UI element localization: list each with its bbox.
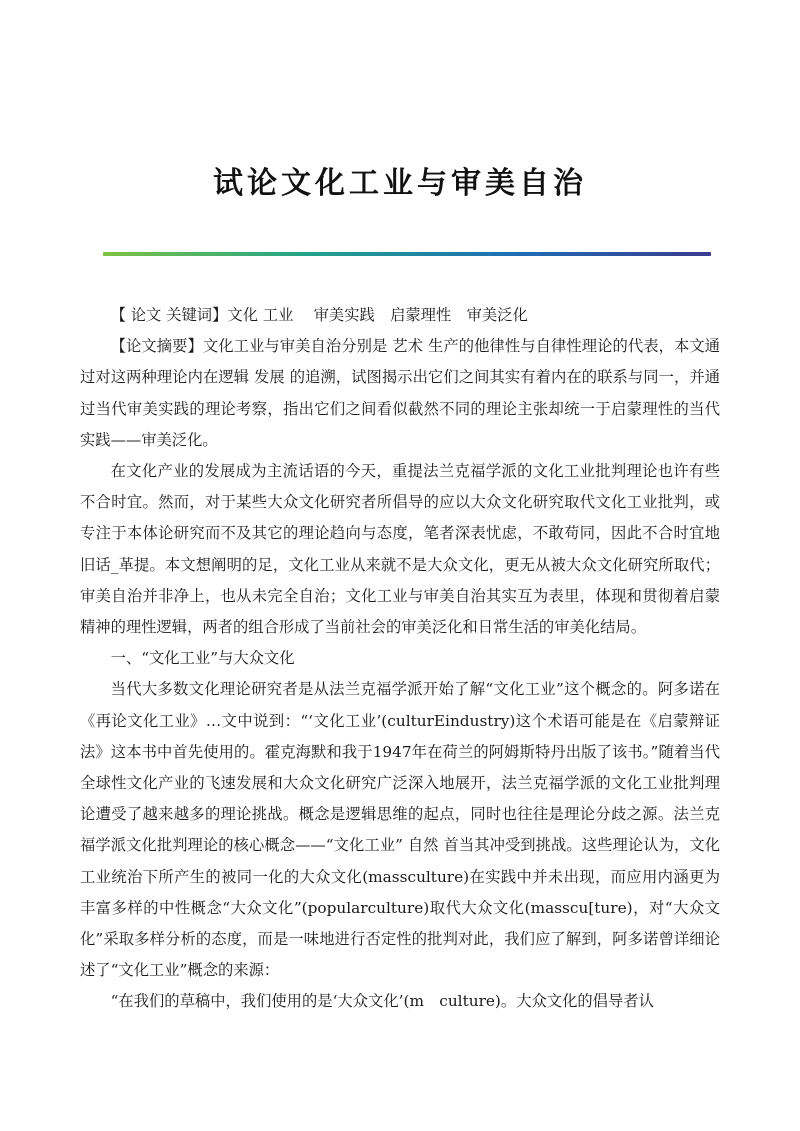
- abstract-paragraph: 【论文摘要】文化工业与审美自治分别是 艺术 生产的他律性与自律性理论的代表，本文通过对这两种理论内在逻辑 发展 的追溯，试图揭示出它们之间其实有着内在的联系与同一，并通过当代审美实践的理论考察，指出它们之间看似截然不同的理论主张却统一于启蒙理性的当代实践——审美泛化。: [80, 337, 720, 449]
- document-title: 试论文化工业与审美自治: [213, 166, 587, 201]
- document-body: [80, 300, 720, 1018]
- title-divider: [103, 252, 711, 256]
- body-paragraph-quote: “在我们的草稿中，我们使用的是‘大众文化’(m culture)。大众文化的倡导者认: [110, 992, 654, 1011]
- body-paragraph-intro: 在文化产业的发展成为主流话语的今天，重提法兰克福学派的文化工业批判理论也许有些不合时宜。然而，对于某些大众文化研究者所倡导的应以大众文化研究取代文化工业批判，或专注于本体论研究而不及其它的理论趋向与态度，笔者深表忧虑，不敢苟同，因此不合时宜地旧话_革提。本文想阐明的足，文化工业从来就不是大众文化，更无从被大众文化研究所取代；审美自治并非净上，也从未完全自治；文化工业与审美自治其实互为表里，体现和贯彻着启蒙精神的理性逻辑，两者的组合形成了当前社会的审美泛化和日常生活的审美化结局。: [80, 462, 720, 637]
- section-heading: 一、“文化工业”与大众文化: [110, 649, 295, 668]
- body-paragraph-culture-industry: 当代大多数文化理论研究者是从法兰克福学派开始了解“文化工业”这个概念的。阿多诺在《再论文化工业》…文中说到：“‘文化工业’(culturEindustry)这个术语可能是在《启蒙辩证法》这本书中首先使用的。霍克海默和我于1947年在荷兰的阿姆斯特丹出版了该书。”随着当代全球性文化产业的飞速发展和大众文化研究广泛深入地展开，法兰克福学派的文化工业批判理论遭受了越来越多的理论挑战。概念是逻辑思维的起点，同时也往往是理论分歧之源。法兰克福学派文化批判理论的核心概念——“文化工业” 自然 首当其冲受到挑战。这些理论认为，文化工业统治下所产生的被同一化的大众文化(massculture)在实践中并未出现，而应用内涵更为丰富多样的中性概念“大众文化”(popularculture)取代大众文化(masscu[ture)，对“大众文化”采取多样分析的态度，而是一味地进行否定性的批判对此，我们应了解到，阿多诺曾详细论述了“文化工业”概念的来源：: [80, 680, 720, 980]
- keywords-paragraph: 【 论文 关键词】文化 工业 审美实践 启蒙理性 审美泛化: [110, 306, 528, 324]
